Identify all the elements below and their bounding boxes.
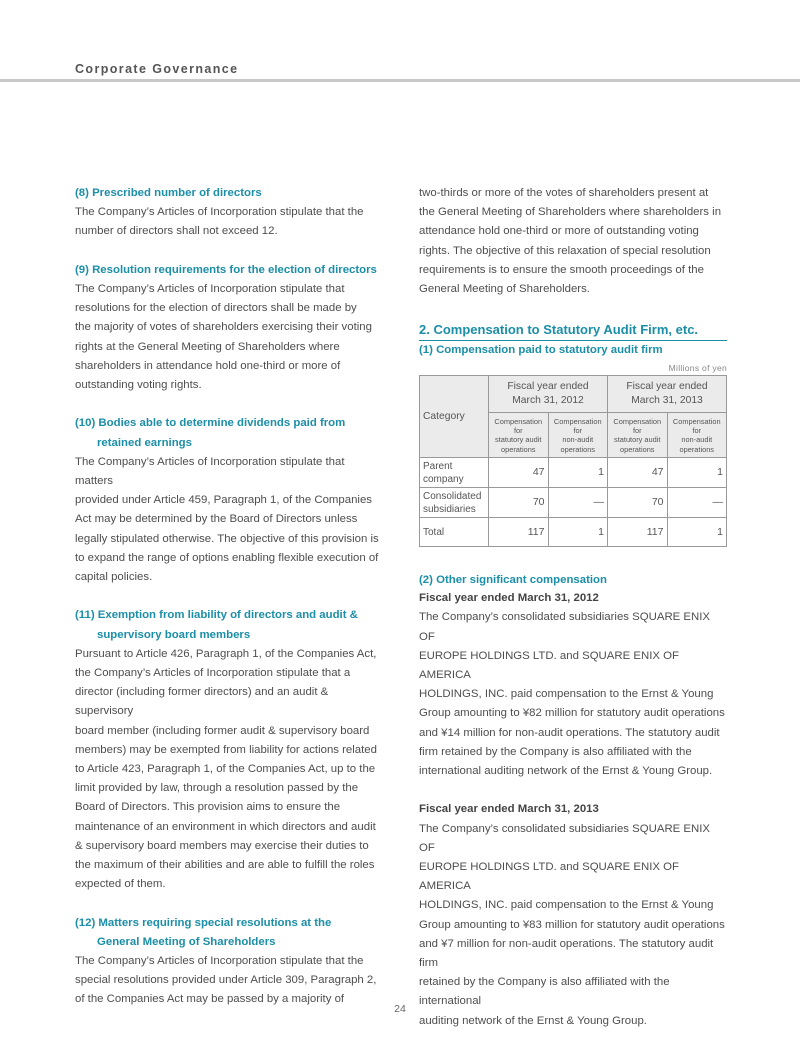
text-line: The Company’s consolidated subsidiaries SQUARE ENIX OF: [419, 822, 711, 854]
table-header-fy2013: [608, 376, 727, 413]
table-cell: —: [667, 488, 727, 518]
text-line: auditing network of the Ernst & Young Group.: [419, 1014, 647, 1027]
header-line: non-audit: [681, 435, 713, 445]
text-line: to expand the range of options enabling flexible execution of: [75, 551, 379, 564]
text-line: limit provided by law, through a resolution passed by the: [75, 782, 359, 795]
subsection-1-heading: (1) Compensation paid to statutory audit firm: [419, 344, 663, 357]
table-cell: 47: [489, 458, 549, 488]
text-line: Act may be determined by the Board of Directors unless: [75, 513, 358, 526]
text-line: The Company’s consolidated subsidiaries SQUARE ENIX OF: [419, 611, 711, 643]
text-line: the General Meeting of Shareholders where shareholders in: [419, 206, 722, 219]
header-line: for: [573, 425, 583, 435]
header-line: Compensation: [672, 416, 721, 426]
header-line: March 31, 2012: [512, 395, 584, 407]
text-line: outstanding voting rights.: [75, 379, 202, 392]
text-line: & supervisory board members may exercise their duties to: [75, 839, 369, 852]
text-line: The Company’s Articles of Incorporation stipulate that: [75, 283, 345, 295]
table-cell: —: [548, 488, 608, 518]
text-line: rights at the General Meeting of Shareholders where: [75, 340, 340, 353]
text-line: attendance hold one-third or more of outstanding voting: [419, 225, 699, 238]
section-9-body: [75, 280, 385, 395]
text-line: The Company’s Articles of Incorporation stipulate that matters: [75, 455, 345, 488]
row-label: Total: [420, 518, 489, 547]
text-line: EUROPE HOLDINGS LTD. and SQUARE ENIX OF AMERICA: [419, 861, 679, 893]
compensation-section-title: 2. Compensation to Statutory Audit Firm, etc.: [419, 321, 727, 341]
header-line: Fiscal year ended: [626, 381, 708, 393]
fy2013-heading: Fiscal year ended March 31, 2013: [419, 803, 599, 816]
table-row: [420, 458, 727, 488]
header-line: March 31, 2013: [631, 395, 703, 407]
page-number: 24: [394, 1003, 406, 1015]
header-line: operations: [619, 444, 655, 454]
text-line: the maximum of their abilities and are able to fulfill the roles: [75, 859, 375, 872]
text-line: and ¥14 million for non-audit operations. The statutory audit: [419, 726, 720, 739]
text-line: to Article 423, Paragraph 1, of the Companies Act, up to the: [75, 763, 376, 776]
heading-line: (12) Matters requiring special resolutions at the: [75, 916, 332, 929]
compensation-table: [419, 375, 727, 547]
heading-line: retained earnings: [97, 436, 192, 449]
text-line: HOLDINGS, INC. paid compensation to the Ernst & Young: [419, 899, 714, 912]
text-line: director (including former directors) and an audit & supervisory: [75, 686, 329, 718]
text-line: the majority of votes of shareholders exercising their voting: [75, 321, 372, 334]
header-line: Compensation: [553, 416, 602, 426]
table-cell: 70: [608, 488, 668, 518]
header-line: for: [632, 425, 642, 435]
fy2012-heading: Fiscal year ended March 31, 2012: [419, 592, 599, 605]
header-line: operations: [500, 444, 536, 454]
right-column: [419, 184, 727, 1031]
text-line: retained by the Company is also affiliated with the international: [419, 976, 670, 1008]
text-line: legally stipulated otherwise. The objective of this provision is: [75, 532, 379, 545]
text-line: firm retained by the Company is also affiliated with the: [419, 745, 692, 758]
header-line: statutory audit: [495, 435, 542, 445]
heading-line: General Meeting of Shareholders: [97, 935, 276, 948]
header-line: Compensation: [613, 416, 662, 426]
page-section-title: Corporate Governance: [75, 62, 239, 76]
header-line: for: [692, 425, 702, 435]
table-cell: 70: [489, 488, 549, 518]
text-line: Group amounting to ¥82 million for statutory audit operations: [419, 707, 725, 720]
table-cell: 47: [608, 458, 668, 488]
table-cell: 117: [608, 518, 668, 547]
text-line: members) may be exempted from liability for actions related: [75, 743, 377, 756]
text-line: number of directors shall not exceed 12.: [75, 225, 278, 238]
text-line: special resolutions provided under Article 309, Paragraph 2,: [75, 974, 377, 987]
section-10-body: [75, 453, 385, 587]
text-line: the Company’s Articles of Incorporation stipulate that a: [75, 667, 351, 680]
table-row: [420, 518, 727, 547]
text-line: international auditing network of the Ernst & Young Group.: [419, 765, 713, 778]
col-header-nonaudit-2012: [548, 413, 608, 458]
text-line: maintenance of an environment in which directors and audit: [75, 820, 376, 833]
row-label-line: company: [423, 473, 464, 485]
section-11-body: [75, 645, 385, 895]
fy2013-body: [419, 820, 727, 1031]
section-12-body: [75, 952, 385, 1010]
heading-line: supervisory board members: [97, 628, 251, 641]
section-12-heading: [75, 914, 385, 952]
text-line: capital policies.: [75, 571, 153, 584]
header-line: for: [513, 425, 523, 435]
section-11-heading: [75, 606, 385, 644]
col-header-nonaudit-2013: [667, 413, 727, 458]
subsection-2-heading: (2) Other significant compensation: [419, 574, 607, 587]
table-header-fy2012: [489, 376, 608, 413]
row-label-line: Parent: [423, 460, 453, 472]
fy2012-body: [419, 608, 727, 781]
table-cell: 1: [548, 458, 608, 488]
heading-line: (10) Bodies able to determine dividends paid from: [75, 417, 346, 430]
table-cell: 1: [548, 518, 608, 547]
table-cell: 1: [667, 458, 727, 488]
section-9-heading: (9) Resolution requirements for the election of directors: [75, 263, 377, 276]
row-label-line: subsidiaries: [423, 503, 476, 515]
unit-label: Millions of yen: [668, 363, 727, 374]
text-line: requirements is to ensure the smooth proceedings of the: [419, 263, 704, 276]
row-label: [420, 488, 489, 518]
left-column: [75, 184, 385, 1010]
text-line: provided under Article 459, Paragraph 1, of the Companies: [75, 494, 372, 507]
header-line: statutory audit: [614, 435, 661, 445]
text-line: rights. The objective of this relaxation of special resolution: [419, 244, 711, 257]
header-line: operations: [560, 444, 595, 454]
header-line: operations: [679, 444, 714, 454]
section-8-heading: (8) Prescribed number of directors: [75, 187, 262, 199]
text-line: board member (including former audit & supervisory board: [75, 724, 370, 737]
table-header-category: Category: [420, 376, 489, 458]
row-label-line: Consolidated: [423, 490, 482, 502]
section-10-heading: [75, 414, 385, 452]
text-line: expected of them.: [75, 878, 166, 891]
row-label: [420, 458, 489, 488]
text-line: General Meeting of Shareholders.: [419, 283, 590, 296]
text-line: The Company’s Articles of Incorporation stipulate that the: [75, 955, 364, 968]
text-line: two-thirds or more of the votes of shareholders present at: [419, 187, 709, 199]
section-12-continuation: [419, 184, 727, 299]
table-cell: 117: [489, 518, 549, 547]
section-8-body: [75, 203, 385, 241]
col-header-audit-2012: [489, 413, 549, 458]
text-line: EUROPE HOLDINGS LTD. and SQUARE ENIX OF AMERICA: [419, 649, 679, 682]
text-line: HOLDINGS, INC. paid compensation to the Ernst & Young: [419, 688, 714, 701]
text-line: Pursuant to Article 426, Paragraph 1, of the Companies Act,: [75, 647, 377, 660]
table-row: [420, 488, 727, 518]
heading-line: (11) Exemption from liability of directors and audit &: [75, 609, 358, 622]
text-line: shareholders in attendance hold one-third or more of: [75, 359, 341, 372]
header-line: Fiscal year ended: [507, 381, 589, 393]
text-line: resolutions for the election of directors shall be made by: [75, 302, 357, 315]
text-line: and ¥7 million for non-audit operations. The statutory audit firm: [419, 937, 714, 970]
text-line: Group amounting to ¥83 million for statutory audit operations: [419, 918, 725, 931]
header-divider: [0, 79, 800, 82]
table-cell: 1: [667, 518, 727, 547]
col-header-audit-2013: [608, 413, 668, 458]
text-line: Board of Directors. This provision aims to ensure the: [75, 801, 341, 814]
header-line: Compensation: [494, 416, 543, 426]
text-line: The Company’s Articles of Incorporation stipulate that the: [75, 206, 364, 219]
text-line: of the Companies Act may be passed by a majority of: [75, 993, 345, 1006]
header-line: non-audit: [562, 435, 594, 445]
